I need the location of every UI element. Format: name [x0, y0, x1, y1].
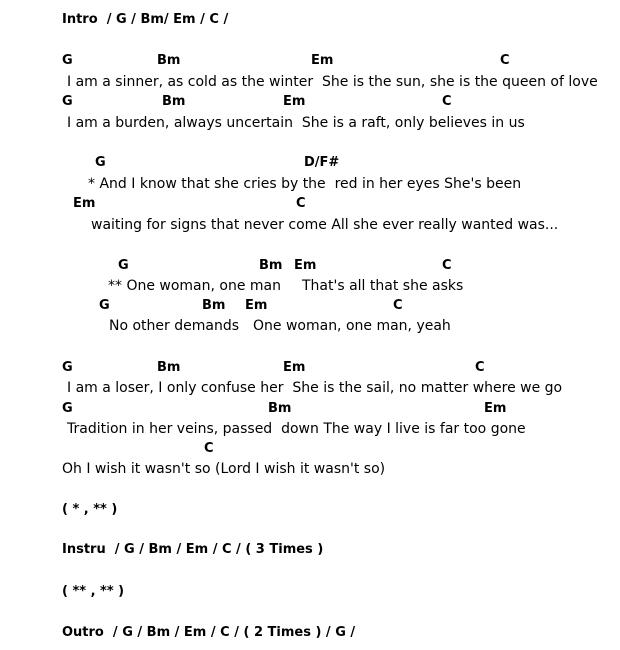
lyric-line: Tradition in her veins, passed down The way I live is far too gone — [67, 421, 526, 437]
lyric-line: That's all that she asks — [302, 278, 464, 294]
chord: Bm — [202, 298, 226, 313]
chord: C — [204, 441, 214, 456]
chord: Bm — [268, 401, 292, 416]
chord: C — [442, 94, 452, 109]
chord: C — [296, 196, 306, 211]
chord: Em — [73, 196, 96, 211]
repeat-marker: ( * , ** ) — [62, 502, 118, 517]
lyric-line: * And I know that she cries by the red in her eyes She's been — [88, 176, 522, 192]
lyric-line: One woman, one man, yeah — [253, 318, 451, 334]
chord: C — [393, 298, 403, 313]
lyric-line: I am a loser, I only confuse her She is the sail, no matter where we go — [67, 380, 563, 396]
chord: Em — [484, 401, 507, 416]
chord: G — [62, 94, 73, 109]
chord: D/F# — [304, 155, 340, 170]
repeat-marker: ( ** , ** ) — [62, 584, 125, 599]
chord: Em — [245, 298, 268, 313]
chord: Em — [294, 258, 317, 273]
chord: Bm — [157, 53, 181, 68]
chord: Em — [283, 94, 306, 109]
chord: Em — [283, 360, 306, 375]
lyric-line: Oh I wish it wasn't so (Lord I wish it wasn't so) — [62, 461, 386, 477]
instru-line: Instru / G / Bm / Em / C / ( 3 Times ) — [62, 542, 324, 557]
chord: G — [118, 258, 129, 273]
intro-line: Intro / G / Bm/ Em / C / — [62, 12, 229, 27]
chord: Bm — [162, 94, 186, 109]
chord: G — [62, 360, 73, 375]
chord: Bm — [259, 258, 283, 273]
chord: C — [500, 53, 510, 68]
outro-line: Outro / G / Bm / Em / C / ( 2 Times ) / G / — [62, 625, 356, 640]
lyric-line: I am a sinner, as cold as the winter She is the sun, she is the queen of love — [67, 74, 598, 90]
lyric-line: I am a burden, always uncertain She is a raft, only believes in us — [67, 115, 525, 131]
lyric-line: No other demands — [109, 318, 240, 334]
chord: C — [475, 360, 485, 375]
chord: Bm — [157, 360, 181, 375]
chord: Em — [311, 53, 334, 68]
chord: G — [99, 298, 110, 313]
chord: G — [95, 155, 106, 170]
chord: G — [62, 401, 73, 416]
lyric-line: waiting for signs that never come All she ever really wanted was... — [91, 217, 559, 233]
chord: G — [62, 53, 73, 68]
lyric-line: ** One woman, one man — [108, 278, 282, 294]
chord: C — [442, 258, 452, 273]
